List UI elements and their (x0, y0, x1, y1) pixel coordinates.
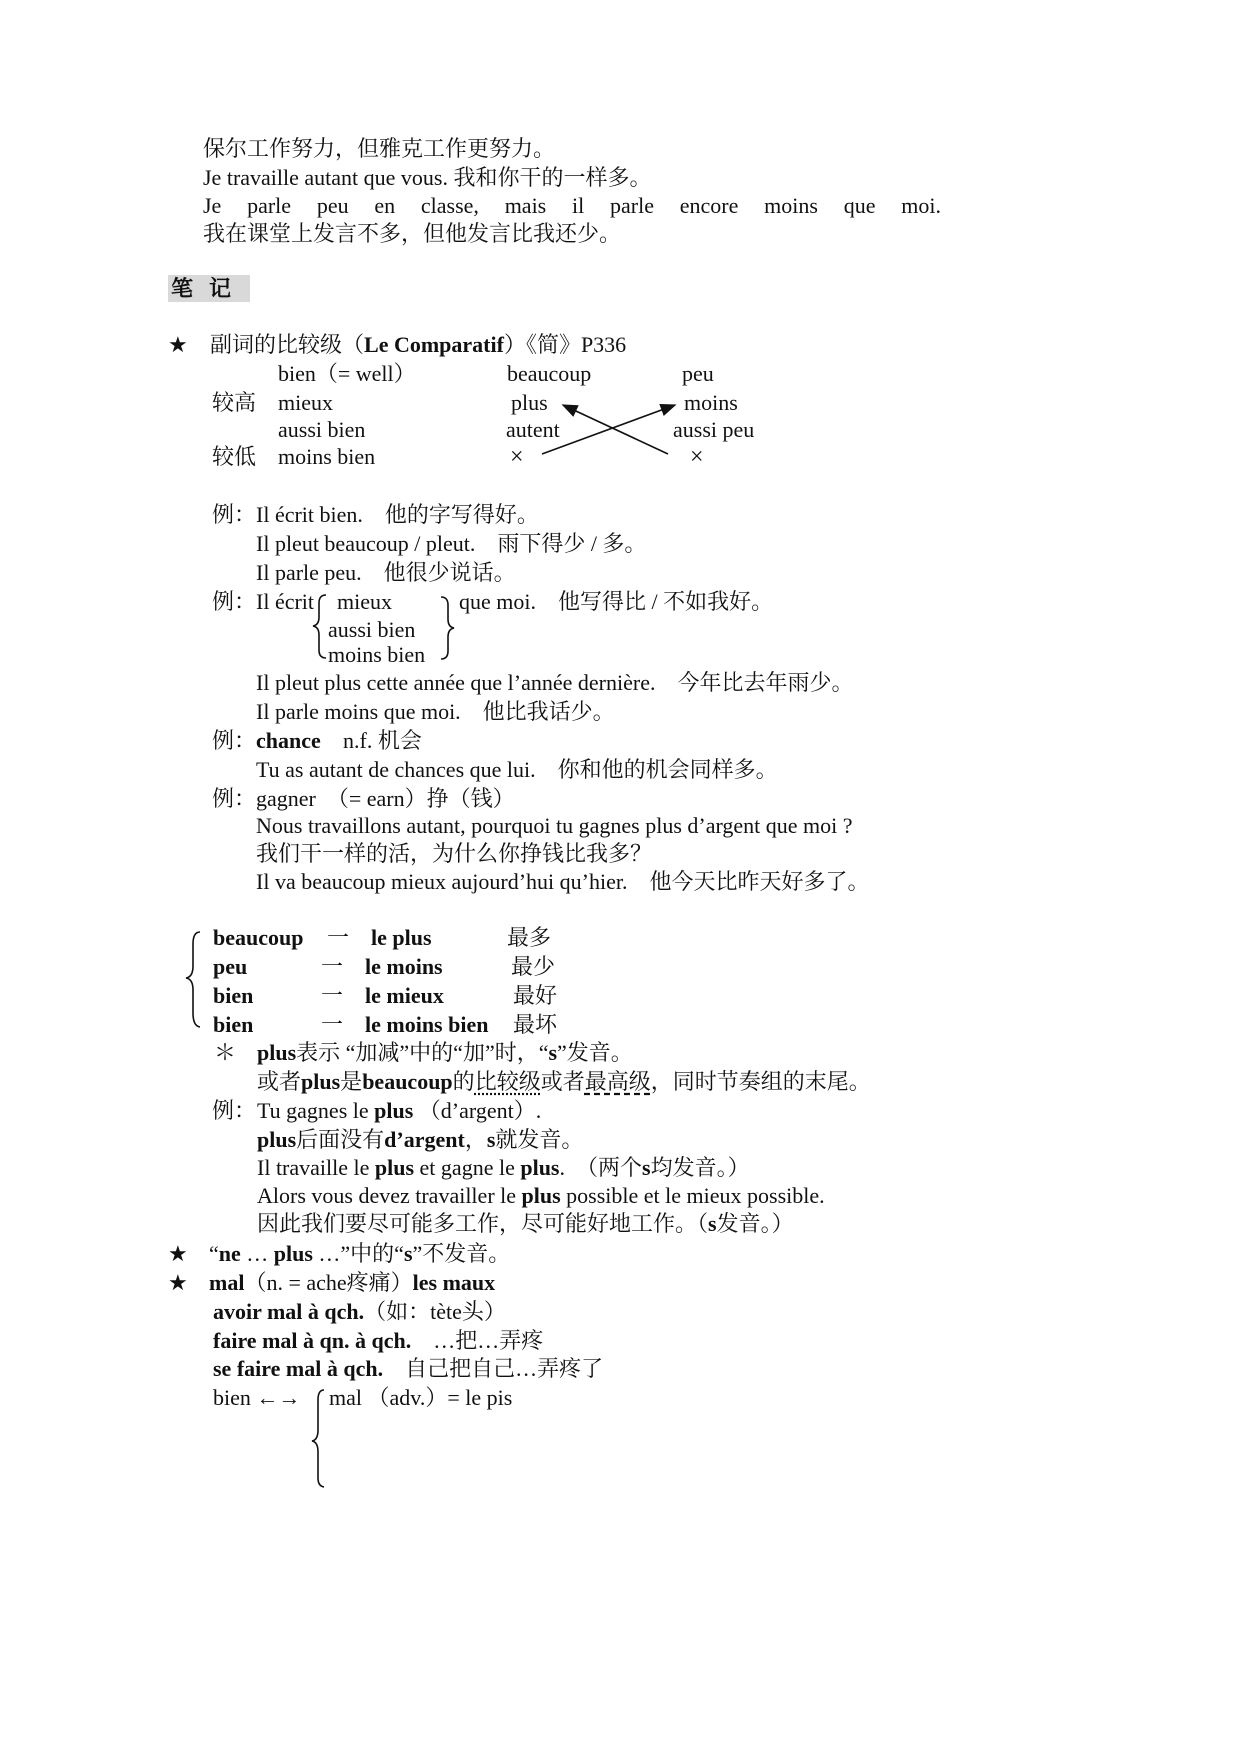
example-line: Il va beaucoup mieux aujourd’hui qu’hier. 他今天比昨天好多了。 (256, 869, 870, 894)
right-brace (441, 597, 454, 659)
example-line: Il parle peu. 他很少说话。 (256, 560, 516, 585)
example-line: 因此我们要尽可能多工作，尽可能好地工作。（s发音。） (257, 1211, 794, 1236)
example-label: 例： (212, 728, 257, 753)
intro-line-1: 保尔工作努力，但雅克工作更努力。 (203, 136, 556, 161)
superlative-dash: 一 (321, 1012, 344, 1037)
justified-word: mais (504, 193, 547, 218)
superlative-form: le moins (365, 954, 443, 979)
superlatives-brace (186, 932, 200, 1027)
arrow-to-plus (563, 405, 668, 454)
justified-word: encore (679, 193, 739, 218)
plus-note-2: 或者plus是beaucoup的比较级或者最高级，同时节奏组的末尾。 (257, 1069, 871, 1094)
justified-word: peu (316, 193, 349, 218)
justified-word: parle (247, 193, 292, 218)
justified-word: que (843, 193, 876, 218)
justified-word: en (374, 193, 396, 218)
example-label: 例： (212, 1098, 257, 1123)
example-line: Il pleut plus cette année que l’année dernière. 今年比去年雨少。 (256, 670, 854, 695)
star-bullet: ★ (168, 1270, 188, 1295)
label-higher: 较高 (212, 390, 257, 415)
example-line: Tu gagnes le plus （d’argent）. (257, 1098, 542, 1123)
example-label: 例： (212, 502, 257, 527)
star-bullet: ★ (168, 1241, 188, 1266)
bien-opposite: bien ←→ (213, 1385, 301, 1410)
brace-option-2: aussi bien (328, 617, 416, 642)
superlative-meaning: 最坏 (513, 1012, 558, 1037)
table-aussi-peu: aussi peu (673, 417, 755, 442)
left-brace (313, 595, 326, 658)
superlative-meaning: 最好 (513, 983, 558, 1008)
table-autent: autent (506, 417, 560, 442)
example-label: 例： (212, 786, 257, 811)
table-header-peu: peu (682, 361, 714, 386)
mal-heading: mal（n. = ache疼痛）les maux (209, 1270, 496, 1295)
superlative-form: le moins bien (365, 1012, 489, 1037)
example-line: 我们干一样的活，为什么你挣钱比我多？ (256, 841, 653, 866)
arrow-to-moins (542, 405, 675, 454)
mal-expression: se faire mal à qch. 自己把自己…弄疼了 (213, 1356, 604, 1381)
notes-heading: 笔记 (168, 276, 250, 302)
example-line: Il travaille le plus et gagne le plus. （两个s均发音。） (257, 1155, 750, 1180)
superlative-dash: 一 (327, 925, 350, 950)
table-moins: moins (684, 390, 738, 415)
mal-adverb: mal （adv.）= le pis (329, 1385, 513, 1410)
intro-line-4: 我在课堂上发言不多，但他发言比我还少。 (203, 221, 622, 246)
table-aussi-bien: aussi bien (278, 417, 366, 442)
mal-expression: avoir mal à qch.（如：tète头） (213, 1299, 506, 1324)
intro-line-2: Je travaille autant que vous. 我和你干的一样多。 (203, 165, 652, 190)
superlative-form: le mieux (365, 983, 444, 1008)
brace-option-1: mieux (337, 589, 392, 614)
justified-word: il (572, 193, 585, 218)
superlative-meaning: 最少 (511, 954, 556, 979)
justified-word: moi. (901, 193, 941, 218)
ne-plus-note: “ne … plus …”中的“s”不发音。 (209, 1241, 511, 1266)
mal-expression: faire mal à qn. à qch. …把…弄疼 (213, 1328, 544, 1353)
plus-note-1: plus表示 “加减”中的“加”时，“s”发音。 (257, 1040, 633, 1065)
table-moins-bien: moins bien (278, 444, 376, 469)
example-line: Il écrit (256, 589, 315, 614)
justified-word: moins (764, 193, 818, 218)
star-bullet: ★ (168, 332, 188, 357)
example-line: Nous travaillons autant, pourquoi tu gagnes plus d’argent que moi ? (256, 813, 853, 838)
label-lower: 较低 (212, 444, 257, 469)
table-header-bien: bien（= well） (278, 361, 416, 386)
vocab-word: chance (256, 728, 321, 753)
justified-word: classe, (420, 193, 479, 218)
vocab-definition: n.f. 机会 (343, 728, 422, 753)
example-line: Alors vous devez travailler le plus possible et le mieux possible. (257, 1183, 825, 1208)
table-plus: plus (511, 390, 548, 415)
brace-option-3: moins bien (328, 642, 426, 667)
superlative-meaning: 最多 (507, 925, 552, 950)
table-mieux: mieux (278, 390, 333, 415)
superlative-base: bien (213, 1012, 254, 1037)
table-header-beaucoup: beaucoup (507, 361, 592, 386)
justified-word: Je (203, 193, 222, 218)
mal-brace (312, 1390, 324, 1487)
cross-mark-2: × (690, 444, 704, 470)
superlative-dash: 一 (321, 954, 344, 979)
superlative-dash: 一 (321, 983, 344, 1008)
example-line: Tu as autant de chances que lui. 你和他的机会同样多。 (256, 757, 778, 782)
example-line: que moi. 他写得比 / 不如我好。 (459, 589, 774, 614)
asterisk-bullet: ＊ (214, 1040, 237, 1065)
superlative-base: beaucoup (213, 925, 304, 950)
justified-word: parle (610, 193, 654, 218)
example-line: plus后面没有d’argent，s就发音。 (257, 1127, 584, 1152)
section-title-comparatif: 副词的比较级（Le Comparatif）《简》P336 (210, 332, 627, 357)
example-line: Il parle moins que moi. 他比我话少。 (256, 699, 615, 724)
cross-mark-1: × (510, 444, 524, 470)
example-label: 例： (212, 589, 257, 614)
example-line: gagner （= earn）挣（钱） (256, 786, 515, 811)
example-line: Il pleut beaucoup / pleut. 雨下得少 / 多。 (256, 531, 647, 556)
example-line: Il écrit bien. 他的字写得好。 (256, 502, 539, 527)
superlative-base: peu (213, 954, 248, 979)
superlative-base: bien (213, 983, 254, 1008)
superlative-form: le plus (371, 925, 432, 950)
